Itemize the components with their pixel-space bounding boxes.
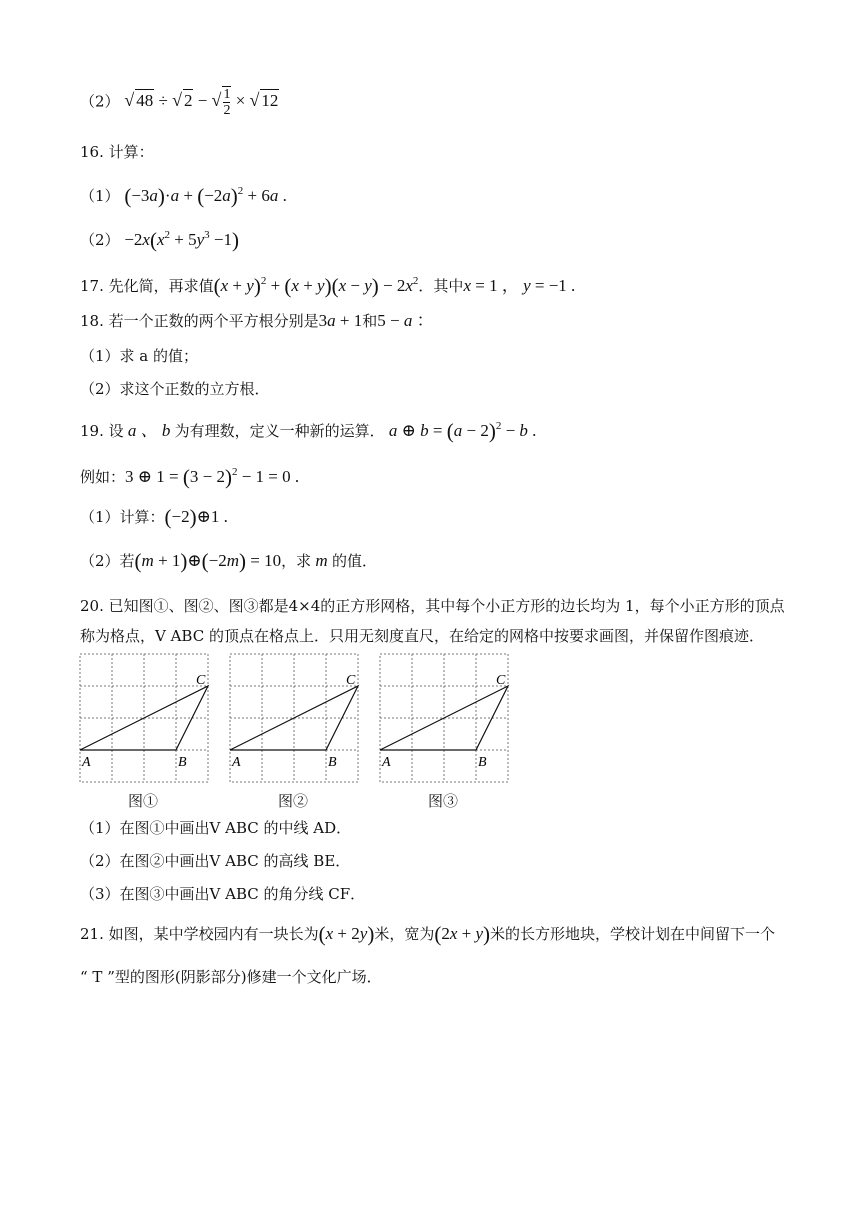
- q16-part1: [80, 180, 287, 207]
- figure-caption-1: 图①: [128, 792, 159, 810]
- q16-2-label: （2）: [80, 231, 120, 249]
- q19-text-b: 为有理数，定义一种新的运算．: [174, 422, 385, 440]
- label-a: A: [82, 755, 91, 770]
- q19-definition: a ⊕ $b = (a - 2)^2 - b$ .: [388, 419, 537, 443]
- q17-values: x = 1 ， y = −1 .: [463, 276, 576, 295]
- figure-caption-2: 图②: [278, 792, 309, 810]
- q21-text-a: 21. 如图，某中学校园内有一块长为: [80, 925, 319, 943]
- label-c: C: [196, 673, 206, 688]
- q19-example: [80, 461, 299, 488]
- q15-part2: [80, 86, 279, 118]
- q19-2-text-c: 的值．: [331, 552, 377, 570]
- q21-line1: [80, 923, 775, 945]
- label-b: B: [328, 755, 337, 770]
- q18-part2: （2）求这个正数的立方根．: [80, 380, 270, 398]
- q17-expression: $(x + y)^2 + (x + y)(x - y) - 2x^2$: [213, 274, 419, 298]
- q20-line1: 20. 已知图①、图②、图③都是4×4的正方形网格，其中每个小正方形的边长均为 1，每个小正方形的顶点: [80, 597, 785, 615]
- q19: [80, 415, 536, 442]
- q18-and: 和: [362, 312, 378, 330]
- q21-text-b: 米，宽为: [374, 925, 435, 943]
- q19-vars: a 、 b: [123, 421, 175, 440]
- q19-text-a: 19. 设: [80, 422, 124, 440]
- q19-part2: [80, 550, 377, 572]
- q18-part1: （1）求 a 的值；: [80, 347, 199, 365]
- q19-example-expr: 3 ⊕ $1 = (3 - 2)^2 - 1 = 0$ .: [125, 465, 300, 489]
- grid-figure-2: [228, 652, 362, 786]
- label-c: C: [496, 673, 506, 688]
- q21-line2: “ T ”型的图形(阴影部分)修建一个文化广场．: [80, 968, 382, 986]
- q20-part2: （2）在图②中画出V ABC 的高线 BE．: [80, 852, 351, 870]
- label-b: B: [178, 755, 187, 770]
- q19-1-text: （1）计算：: [80, 508, 165, 526]
- q16-1-label: （1）: [80, 187, 120, 205]
- q15-2-label: （2）: [80, 92, 120, 111]
- q18: [80, 310, 434, 332]
- label-b: B: [478, 755, 487, 770]
- q15-2-expression: √ 48 ÷ √ 2 − √ $\frac{1}{2}$ × √ 12: [124, 87, 279, 118]
- label-c: C: [346, 673, 356, 688]
- label-a: A: [232, 755, 241, 770]
- label-a: A: [382, 755, 391, 770]
- q19-2-expr: (m + 1)⊕(−2m) = 10: [134, 549, 282, 573]
- q19-part1: [80, 506, 228, 528]
- q19-2-text-b: ，求: [281, 552, 312, 570]
- q19-2-text-a: （2）若: [80, 552, 135, 570]
- q20-part1: （1）在图①中画出V ABC 的中线 AD．: [80, 819, 352, 837]
- grid-figure-3: [378, 652, 512, 786]
- q21-length: (x + 2y): [318, 922, 375, 946]
- q20-line2: 称为格点，V ABC 的顶点在格点上．只用无刻度直尺，在给定的网格中按要求画图，并保留作图痕迹．: [80, 627, 764, 645]
- q17-text: 17. 先化简，再求值: [80, 277, 214, 295]
- q16-2-expression: $-2x(x^2 + 5y^3 -1)$: [124, 228, 239, 252]
- q16-part2: [80, 224, 239, 251]
- q21-text-c: 米的长方形地块，学校计划在中间留下一个: [490, 925, 776, 943]
- q17: [80, 270, 575, 297]
- q19-example-label: 例如：: [80, 468, 126, 486]
- grid-figure-1: [78, 652, 212, 786]
- q21-width: (2x + y): [434, 922, 491, 946]
- q16-title: 16. 计算：: [80, 143, 154, 161]
- q19-2-var: m: [311, 551, 332, 570]
- q20-part3: （3）在图③中画出V ABC 的角分线 CF．: [80, 885, 366, 903]
- figure-caption-3: 图③: [428, 792, 459, 810]
- q17-tail: ．其中: [418, 277, 464, 295]
- q19-1-expr: (−2)⊕1 .: [164, 505, 228, 529]
- q18-expr1: 3a + 1: [318, 311, 363, 330]
- q18-text: 18. 若一个正数的两个平方根分别是: [80, 312, 319, 330]
- q16-1-expression: $(-3a)\cdot a + (-2a)^2 + 6a$ .: [124, 184, 287, 208]
- q18-expr2: 5 − a ：: [377, 311, 434, 330]
